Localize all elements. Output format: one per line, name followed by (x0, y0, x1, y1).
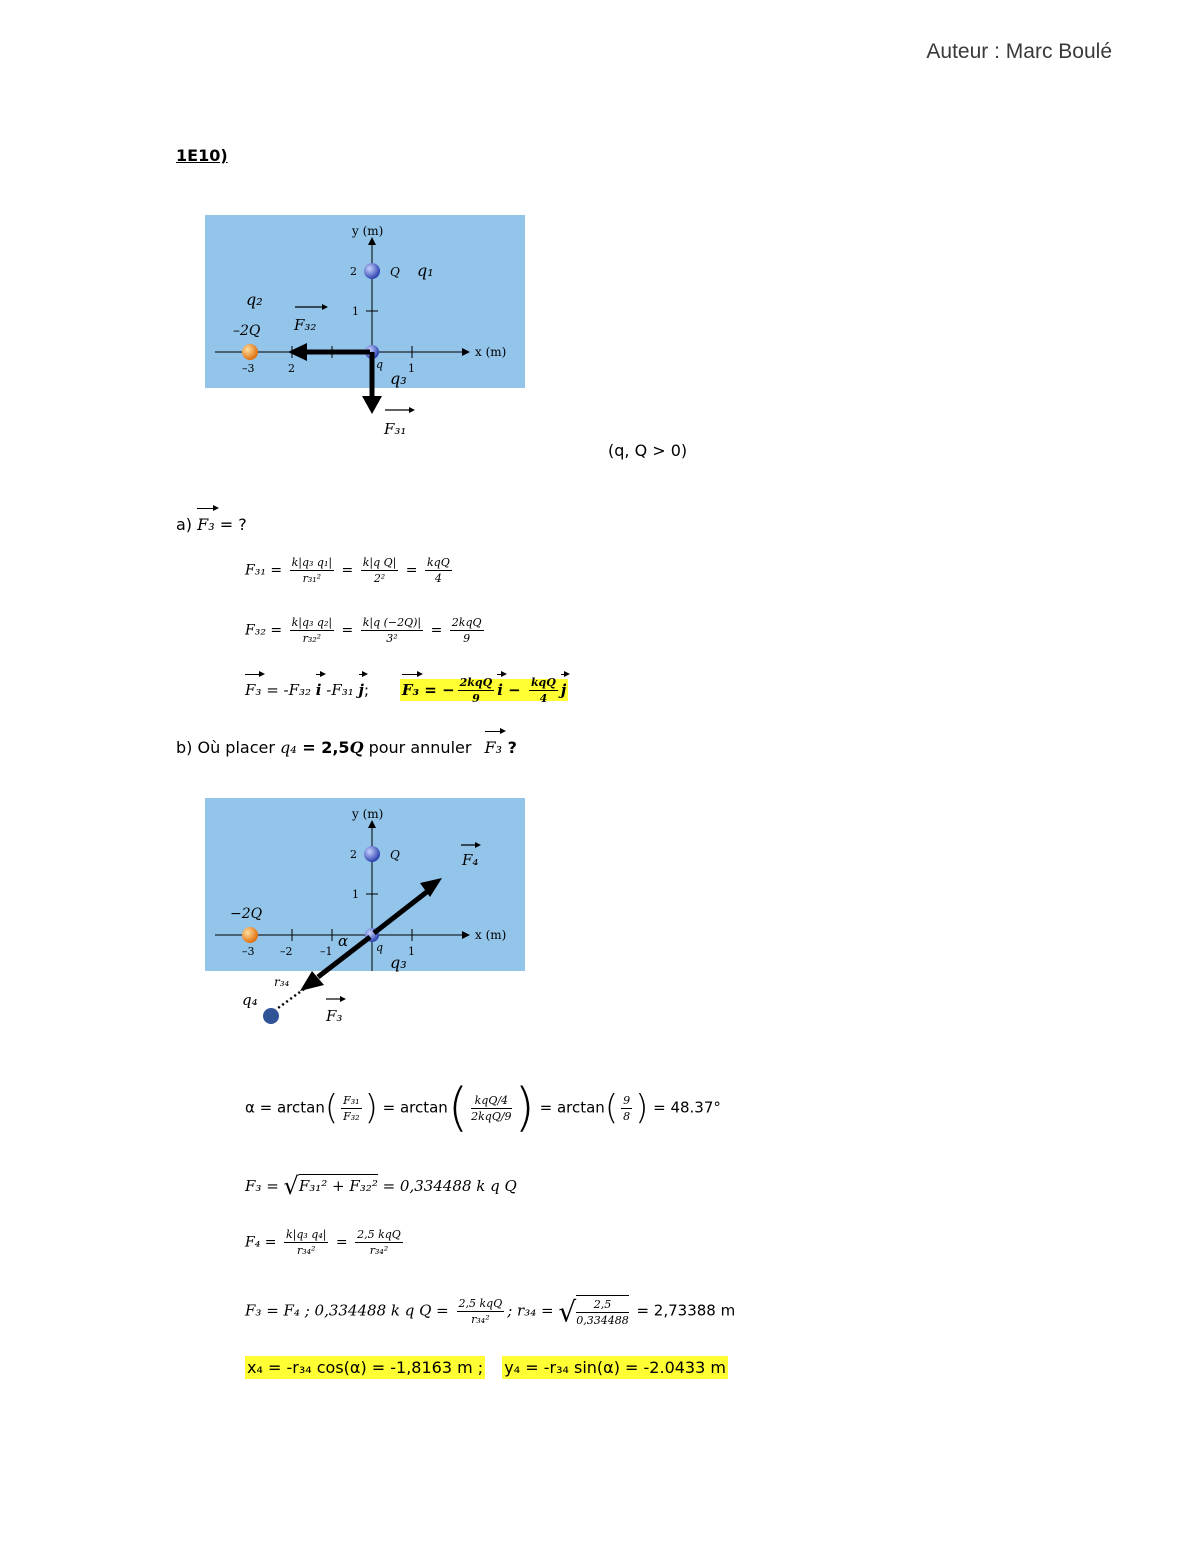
charge-label-Q: Q (390, 848, 400, 862)
tick-label: –3 (242, 362, 255, 375)
F4-lhs: F₄ = (245, 1234, 281, 1251)
tick-label: 1 (408, 362, 415, 375)
fraction (284, 1228, 328, 1257)
alpha-mid2: = arctan (534, 1098, 605, 1117)
denominator: 8 (623, 1109, 631, 1123)
equals-sign: = (341, 622, 354, 639)
label-q3: q₃ (390, 369, 407, 388)
fraction (361, 616, 423, 645)
denominator: 3² (386, 632, 398, 645)
tick-label: 1 (352, 305, 359, 318)
fraction (290, 556, 334, 585)
numerator: k|q Q| (362, 556, 397, 569)
label-q4: q₄ (242, 991, 258, 1009)
numerator: kqQ/4 (471, 1094, 511, 1109)
equals-sign: = (341, 562, 354, 579)
denominator: r₃₁² (302, 572, 322, 585)
y-axis-label: y (m) (352, 807, 384, 821)
charge-q4 (263, 1008, 279, 1024)
tick-label: 2 (288, 362, 295, 375)
problem-title: 1E10) (176, 146, 228, 165)
fraction (576, 1295, 629, 1327)
label-alpha: α (338, 932, 349, 950)
alpha-lhs: α = arctan (245, 1098, 325, 1117)
tick-label: –2 (280, 945, 293, 958)
fraction (457, 1297, 505, 1326)
force-arrow-F31-head-icon (362, 396, 382, 414)
fraction (355, 1228, 403, 1257)
F3-result: = 0,334488 k q Q (377, 1177, 517, 1195)
figure-1 (200, 210, 540, 450)
denominator: 2² (373, 572, 386, 585)
equation-F3-magnitude (245, 1172, 517, 1200)
denominator: r₃₄² (296, 1244, 316, 1257)
vector-F3: F₃ (245, 681, 262, 699)
numerator: 2,5 kqQ (458, 1296, 503, 1310)
equation-F3-vector (245, 676, 568, 705)
numerator: kqQ (426, 556, 450, 569)
part-a-question (176, 515, 247, 534)
F3-expression: = -F₃₂ (261, 681, 316, 699)
answer-equals: = − (419, 681, 455, 699)
part-b-prefix: b) Où placer (176, 738, 281, 757)
F31-lhs: F₃₁ = (245, 562, 283, 579)
unit-vector-i: i (315, 681, 322, 699)
part-a-prefix: a) (176, 515, 198, 534)
equation-r34 (245, 1295, 735, 1329)
charge-label-q: q (376, 358, 384, 371)
unit-vector-j: j (358, 681, 364, 699)
force-equality: F₃ = F₄ ; 0,334488 k q Q = (245, 1301, 454, 1320)
charge-label-minus-2Q: −2Q (230, 906, 263, 922)
figure-2 (200, 793, 540, 1033)
paren-close: ) (514, 1078, 535, 1138)
paren-open: ( (324, 1088, 339, 1128)
part-b-end: ? (502, 738, 517, 757)
separator: ; (363, 681, 370, 699)
fraction (341, 1094, 361, 1123)
label-F32: F₃₂ (294, 316, 317, 334)
paren-close: ) (364, 1088, 378, 1128)
tick-label: –1 (320, 945, 333, 958)
F3-expression-2: -F₃₁ (321, 681, 359, 699)
denominator: r₃₄² (471, 1312, 490, 1326)
numerator: k|q (−2Q)| (362, 616, 422, 629)
part-b-mid2: pour annuler (363, 738, 477, 757)
vector-F3: F₃ (401, 681, 420, 699)
sqrt-icon: √ (558, 1295, 577, 1329)
denominator: F₃₂ (343, 1109, 360, 1123)
paren-close: ) (635, 1088, 649, 1128)
label-q2: q₂ (246, 290, 263, 309)
vector-F3: F₃ (197, 515, 215, 534)
charge-condition: (q, Q > 0) (608, 441, 688, 460)
tick-label: 1 (408, 945, 415, 958)
sqrt-radicand: F₃₁² + F₃₂² (299, 1174, 378, 1195)
r34-result: = 2,73388 m (631, 1301, 736, 1320)
distance-r34 (274, 989, 304, 1011)
fraction (529, 676, 558, 705)
label-F3: F₃ (326, 1007, 343, 1025)
equation-F4 (245, 1228, 406, 1257)
answer-minus: − (502, 681, 526, 699)
x-axis-label: x (m) (475, 928, 507, 942)
answer-F3-highlight (400, 676, 568, 705)
label-F31: F₃₁ (384, 420, 407, 438)
charge-q1 (364, 846, 380, 862)
equation-F31 (245, 556, 455, 585)
denominator: 9 (472, 692, 480, 705)
part-a-suffix: = ? (214, 515, 247, 534)
alpha-mid: = arctan (377, 1098, 448, 1117)
equation-alpha (245, 1078, 721, 1138)
charge-label-Q: Q (390, 265, 400, 279)
part-b-question (176, 738, 517, 757)
fraction (425, 556, 452, 585)
equals-sign: = (405, 562, 418, 579)
label-q3: q₃ (390, 953, 407, 972)
paren-open: ( (604, 1088, 619, 1128)
equals-sign: = (335, 1234, 348, 1251)
fraction (361, 556, 399, 585)
numerator: k|q₃ q₁| (291, 556, 333, 569)
tick-label: 2 (350, 848, 357, 861)
r34-lhs: ; r₃₄ = (507, 1301, 559, 1320)
denominator: r₃₂² (302, 632, 322, 645)
numerator: k|q₃ q₂| (291, 616, 333, 629)
answer-y4-highlight: y₄ = -r₃₄ sin(α) = -2.0433 m (504, 1358, 726, 1377)
denominator: 4 (539, 692, 548, 705)
charge-q2 (242, 344, 258, 360)
x-axis-label: x (m) (475, 345, 507, 359)
denominator: 4 (434, 572, 442, 585)
y-axis-label: y (m) (352, 224, 384, 238)
paren-open: ( (447, 1078, 469, 1138)
equals-sign: = (430, 622, 443, 639)
equation-F32 (245, 616, 487, 645)
numerator: 2kqQ (459, 676, 493, 689)
numerator: k|q₃ q₄| (285, 1228, 327, 1241)
label-r34: r₃₄ (274, 975, 290, 989)
tick-label: 2 (350, 265, 357, 278)
final-answer (245, 1358, 728, 1377)
tick-label: 1 (352, 888, 359, 901)
alpha-result: = 48.37° (648, 1098, 721, 1117)
sqrt-icon: √ (283, 1172, 299, 1200)
charge-q2 (242, 927, 258, 943)
charge-label-q: q (376, 941, 384, 954)
denominator: 9 (463, 632, 471, 645)
denominator: 0,334488 (576, 1314, 629, 1327)
numerator: 2,5 kqQ (357, 1228, 401, 1241)
numerator: kqQ (530, 676, 556, 689)
vector-arrow-icon (340, 996, 346, 1002)
tick-label: –3 (242, 945, 255, 958)
part-b-mid: = 2,5 (296, 738, 350, 757)
unit-vector-i: i (497, 681, 503, 699)
fraction (290, 616, 334, 645)
Q-symbol: Q (349, 738, 364, 757)
unit-vector-j: j (560, 681, 567, 699)
numerator: 2kqQ (451, 616, 482, 629)
fraction (471, 1094, 511, 1123)
label-F4: F₄ (462, 851, 479, 869)
numerator: F₃₁ (343, 1093, 360, 1107)
q4-symbol: q₄ (280, 738, 297, 757)
F3-lhs: F₃ = (245, 1177, 284, 1195)
fraction (450, 616, 484, 645)
author-header: Auteur : Marc Boulé (926, 40, 1112, 63)
vector-F3: F₃ (484, 738, 503, 757)
label-q1: q₁ (417, 261, 434, 280)
vector-arrow-icon (409, 407, 415, 413)
fraction (621, 1094, 632, 1123)
answer-x4-highlight: x₄ = -r₃₄ cos(α) = -1,8163 m ; (247, 1358, 484, 1377)
charge-label-minus-2Q: –2Q (233, 323, 261, 339)
denominator: r₃₄² (369, 1244, 389, 1257)
charge-q1 (364, 263, 380, 279)
fraction (458, 676, 495, 705)
F32-lhs: F₃₂ = (245, 622, 283, 639)
numerator: 2,5 (576, 1298, 629, 1313)
denominator: 2kqQ/9 (471, 1109, 512, 1123)
numerator: 9 (623, 1093, 631, 1107)
